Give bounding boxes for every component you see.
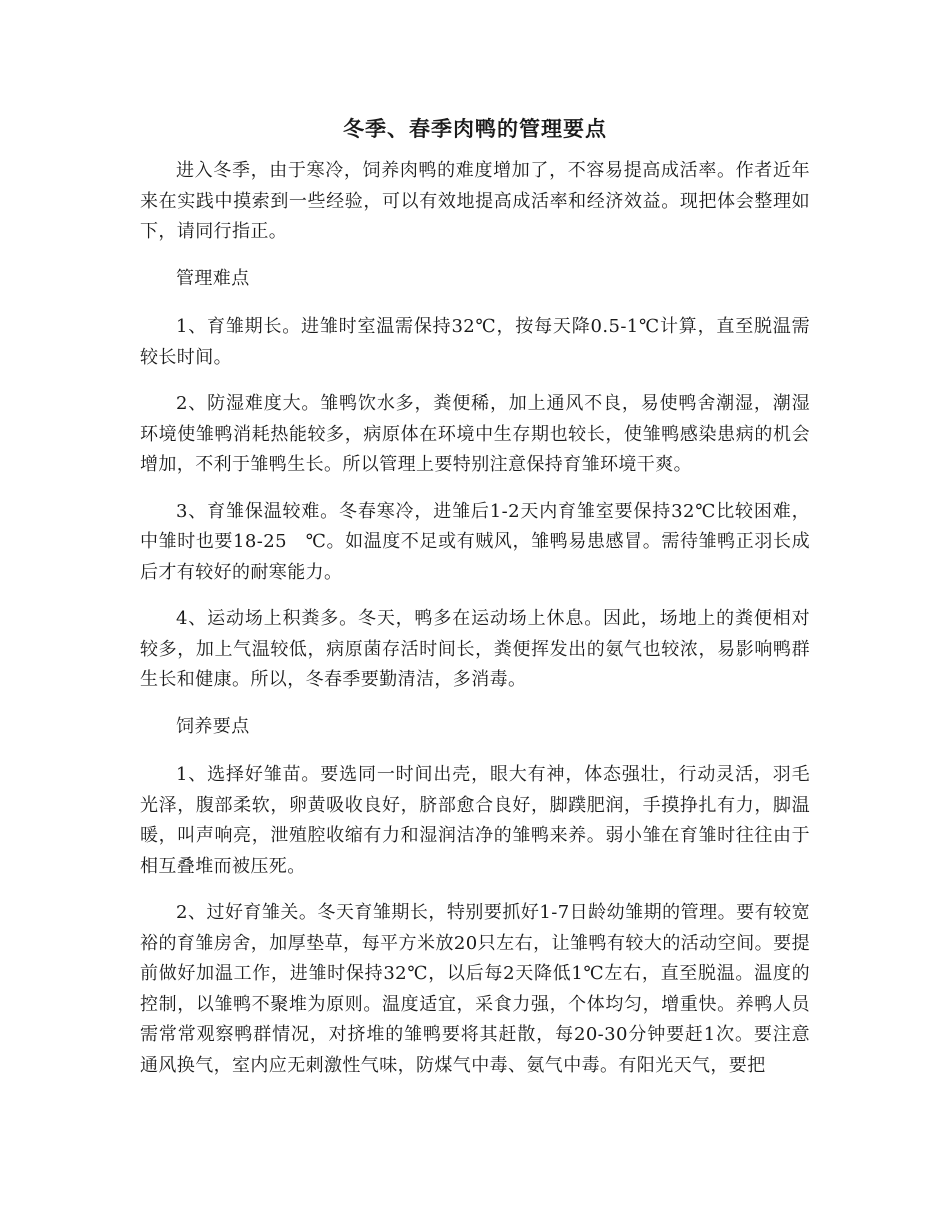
feeding-item-1: 1、选择好雏苗。要选同一时间出壳，眼大有神，体态强壮，行动灵活，羽毛光泽，腹部柔软，卵黄吸收良好，脐部愈合良好，脚蹼肥润，手摸挣扎有力，脚温暖，叫声响亮，泄殖腔收缩有力和湿润洁净的雏鸭来养。弱小雏在育雏时往往由于相互叠堆而被压死。 [140,764,810,877]
document-title: 冬季、春季肉鸭的管理要点 [343,117,607,141]
document-page [140,112,810,1097]
difficulty-item-4: 4、运动场上积粪多。冬天，鸭多在运动场上休息。因此，场地上的粪便相对较多，加上气温较低，病原菌存活时间长，粪便挥发出的氨气也较浓，易影响鸭群生长和健康。所以，冬春季要勤清洁，多消毒。 [140,608,810,690]
section-heading-management-difficulties: 管理难点 [176,267,250,289]
section-heading-feeding-points: 饲养要点 [176,715,250,737]
intro-paragraph: 进入冬季，由于寒冷，饲养肉鸭的难度增加了，不容易提高成活率。作者近年来在实践中摸索到一些经验，可以有效地提高成活率和经济效益。现把体会整理如下，请同行指正。 [140,160,810,242]
difficulty-item-3: 3、育雏保温较难。冬春寒冷，进雏后1-2天内育雏室要保持32℃比较困难，中雏时也要18-25 ℃。如温度不足或有贼风，雏鸭易患感冒。需待雏鸭正羽长成后才有较好的耐寒能力。 [140,500,810,583]
difficulty-item-1: 1、育雏期长。进雏时室温需保持32℃，按每天降0.5-1℃计算，直至脱温需较长时间。 [140,316,810,368]
feeding-item-2: 2、过好育雏关。冬天育雏期长，特别要抓好1-7日龄幼雏期的管理。要有较宽裕的育雏房舍，加厚垫草，每平方米放20只左右，让雏鸭有较大的活动空间。要提前做好加温工作，进雏时保持32℃，以后每2天降低1℃左右，直至脱温。温度的控制，以雏鸭不聚堆为原则。温度适宜，采食力强，个体均匀，增重快。养鸭人员需常常观察鸭群情况，对挤堆的雏鸭要将其赶散，每20-30分钟要赶1次。要注意通风换气，室内应无刺激性气味，防煤气中毒、氨气中毒。有阳光天气，要把 [140,902,810,1076]
difficulty-item-2: 2、防湿难度大。雏鸭饮水多，粪便稀，加上通风不良，易使鸭舍潮湿，潮湿环境使雏鸭消耗热能较多，病原体在环境中生存期也较长，使雏鸭感染患病的机会增加，不利于雏鸭生长。所以管理上要特别注意保持育雏环境干爽。 [140,393,810,475]
